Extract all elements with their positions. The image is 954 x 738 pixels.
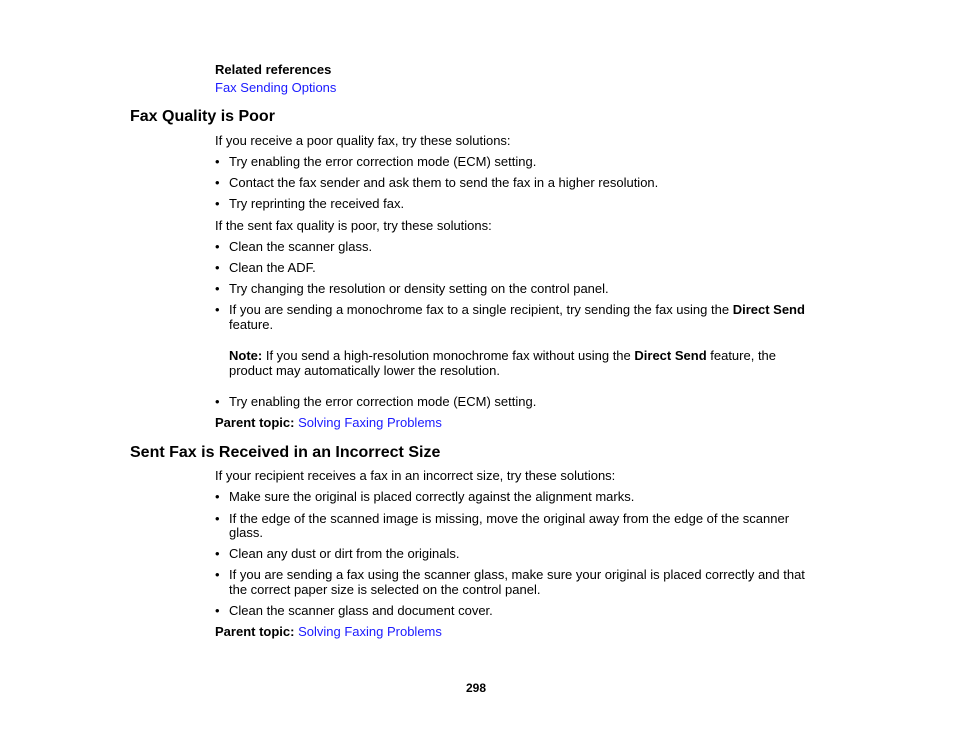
bullet: • [215, 239, 220, 254]
list-item: Clean any dust or dirt from the originals. [229, 546, 460, 561]
list-item: Clean the scanner glass. [229, 239, 373, 254]
bullet: • [215, 260, 220, 275]
list-item-continuation: the correct paper size is selected on the control panel. [229, 582, 541, 597]
list-item-direct-send [229, 302, 805, 317]
direct-send-term: Direct Send [634, 348, 707, 363]
list-item: Try reprinting the received fax. [229, 196, 405, 211]
note-line-2: product may automatically lower the resolution. [229, 363, 500, 378]
parent-topic-label: Parent topic: [215, 415, 295, 430]
note-line-1 [229, 348, 776, 363]
bullet: • [215, 489, 220, 504]
list-item: Clean the scanner glass and document cover. [229, 603, 493, 618]
bullet: • [215, 302, 220, 317]
list-item: Try enabling the error correction mode (ECM) setting. [229, 394, 537, 409]
note-text: If you send a high-resolution monochrome fax without using the [262, 348, 635, 363]
note-label: Note: [229, 348, 263, 363]
bullet: • [215, 567, 220, 582]
list-item: If you are sending a fax using the scanner glass, make sure your original is placed correctly and that [229, 567, 805, 582]
list-item-continuation: glass. [229, 525, 263, 540]
paragraph-intro-size: If your recipient receives a fax in an incorrect size, try these solutions: [215, 468, 616, 483]
list-item: Try changing the resolution or density setting on the control panel. [229, 281, 609, 296]
bullet: • [215, 175, 220, 190]
bullet: • [215, 154, 220, 169]
list-item-text: If you are sending a monochrome fax to a single recipient, try sending the fax using the [229, 302, 733, 317]
related-references-heading: Related references [215, 62, 332, 77]
bullet: • [215, 281, 220, 296]
solving-faxing-problems-link[interactable]: Solving Faxing Problems [298, 624, 442, 639]
bullet: • [215, 511, 220, 526]
parent-topic-label: Parent topic: [215, 624, 295, 639]
list-item: If the edge of the scanned image is missing, move the original away from the edge of the scanner [229, 511, 790, 526]
note-text: feature, the [706, 348, 777, 363]
section-title-incorrect-size: Sent Fax is Received in an Incorrect Size [130, 444, 441, 461]
paragraph-intro-sent: If the sent fax quality is poor, try these solutions: [215, 218, 492, 233]
section-title-fax-quality: Fax Quality is Poor [130, 108, 275, 125]
list-item: Clean the ADF. [229, 260, 316, 275]
fax-sending-options-link[interactable]: Fax Sending Options [215, 80, 337, 95]
bullet: • [215, 394, 220, 409]
bullet: • [215, 546, 220, 561]
direct-send-term: Direct Send [732, 302, 805, 317]
list-item-continuation: feature. [229, 317, 274, 332]
bullet: • [215, 603, 220, 618]
page-number: 298 [466, 681, 487, 695]
list-item: Contact the fax sender and ask them to send the fax in a higher resolution. [229, 175, 659, 190]
list-item: Try enabling the error correction mode (ECM) setting. [229, 154, 537, 169]
solving-faxing-problems-link[interactable]: Solving Faxing Problems [298, 415, 442, 430]
bullet: • [215, 196, 220, 211]
paragraph-intro-receive: If you receive a poor quality fax, try these solutions: [215, 133, 511, 148]
list-item: Make sure the original is placed correctly against the alignment marks. [229, 489, 635, 504]
parent-topic [215, 624, 442, 639]
parent-topic [215, 415, 442, 430]
